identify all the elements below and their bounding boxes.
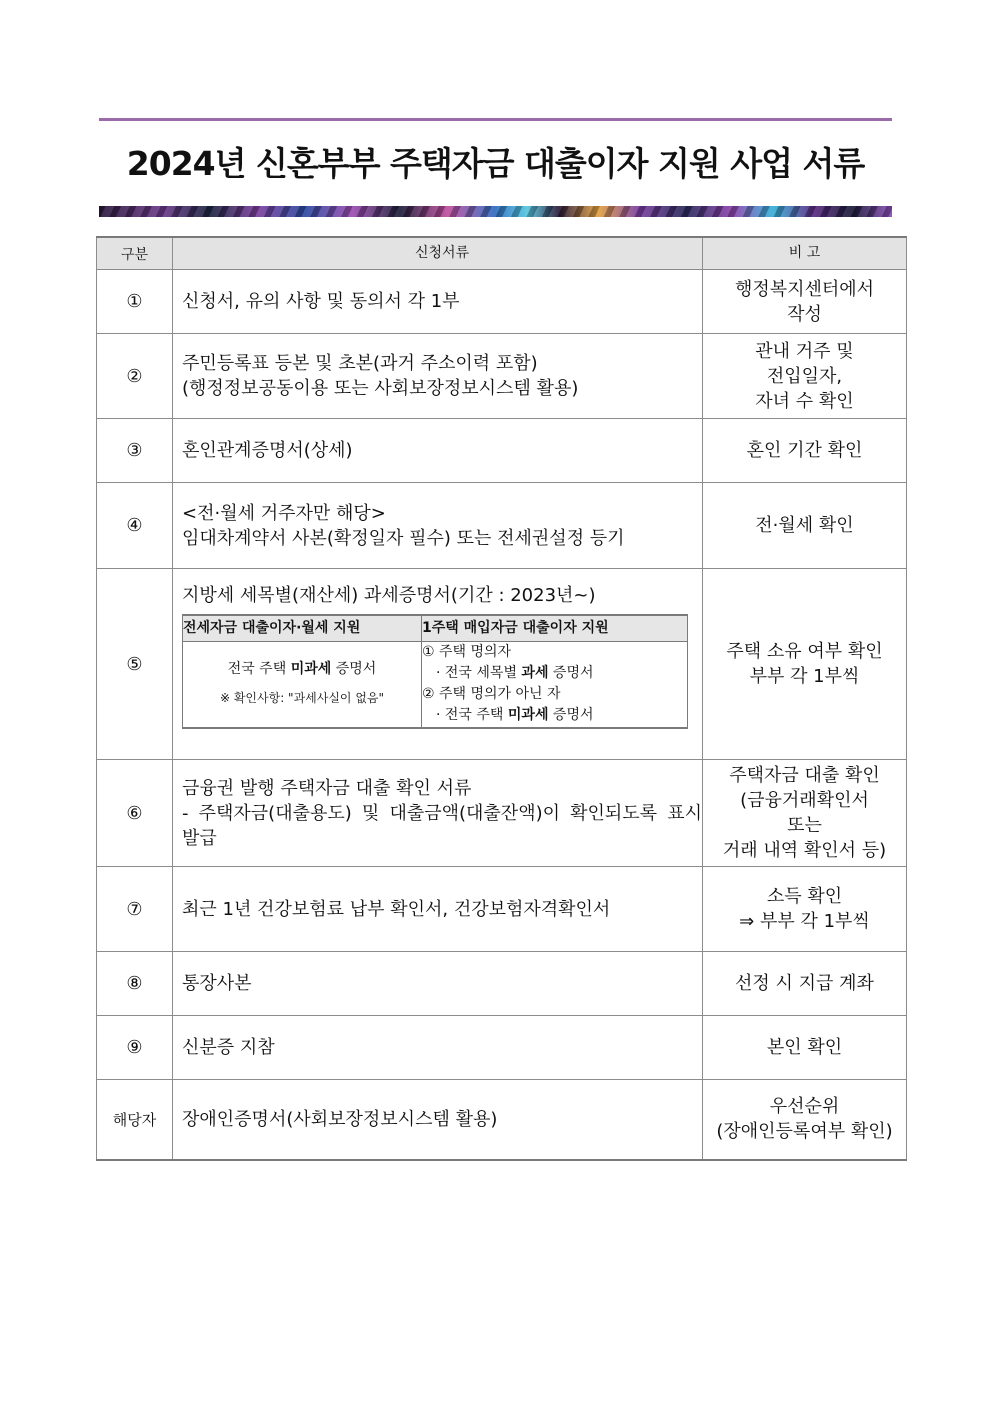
subtable-purchase-content — [422, 642, 688, 728]
table-row — [97, 952, 907, 1016]
document-line: 혼인관계증명서(상세) — [182, 440, 353, 461]
document-requirements-table — [96, 236, 907, 1161]
row-notes — [703, 483, 907, 569]
row-documents — [173, 270, 703, 334]
note-line: 자녀 수 확인 — [755, 390, 854, 412]
subtable-jeonse-content — [183, 642, 422, 728]
table-row — [97, 569, 907, 760]
document-line: 지방세 세목별(재산세) 과세증명서(기간 : 2023년~) — [182, 585, 596, 606]
note-line: 혼인 기간 확인 — [746, 440, 863, 461]
document-line: <전·월세 거주자만 해당> — [182, 502, 386, 524]
note-line: 전입일자, — [766, 365, 843, 387]
document-line: - 주택자금(대출용도) 및 대출금액(대출잔액)이 확인되도록 표시 발급 — [182, 802, 702, 849]
note-line: 작성 — [787, 303, 822, 325]
table-row — [97, 483, 907, 569]
decorative-banner — [99, 206, 892, 217]
note-line: 부부 각 1부씩 — [749, 666, 860, 687]
subtable-body-row — [183, 642, 688, 728]
table-row — [97, 760, 907, 867]
row-notes — [703, 1016, 907, 1080]
page-title: 2024년 신혼부부 주택자금 대출이자 지원 사업 서류 — [126, 144, 865, 183]
note-line: 소득 확인 — [766, 886, 843, 907]
row-documents — [173, 760, 703, 867]
note-line: 전·월세 확인 — [755, 515, 854, 536]
document-line: 신청서, 유의 사항 및 동의서 각 1부 — [182, 291, 460, 312]
subtable-header-jeonse: 전세자금 대출이자·월세 지원 — [183, 615, 422, 642]
row-number: ⑨ — [97, 1016, 173, 1080]
row-notes — [703, 569, 907, 760]
note-line: 또는 — [787, 815, 822, 836]
row-documents — [173, 867, 703, 952]
note-line: 거래 내역 확인서 등) — [722, 840, 887, 861]
note-line: 본인 확인 — [766, 1037, 843, 1058]
row-number: ④ — [97, 483, 173, 569]
document-line: 임대차계약서 사본(확정일자 필수) 또는 전세권설정 등기 — [182, 527, 625, 549]
document-line: (행정정보공동이용 또는 사회보장정보시스템 활용) — [182, 378, 579, 399]
document-line: 최근 1년 건강보험료 납부 확인서, 건강보험자격확인서 — [182, 898, 611, 920]
header-documents: 신청서류 — [173, 237, 703, 270]
row-notes — [703, 760, 907, 867]
row-notes — [703, 1080, 907, 1160]
row-notes — [703, 952, 907, 1016]
row-number: ⑥ — [97, 760, 173, 867]
document-line: 신분증 지참 — [182, 1037, 275, 1058]
document-line: 금융권 발행 주택자금 대출 확인 서류 — [182, 777, 472, 799]
row-number: 해당자 — [97, 1080, 173, 1160]
row-notes — [703, 419, 907, 483]
row-number: ⑤ — [97, 569, 173, 760]
table-row — [97, 1080, 907, 1160]
note-line: 주택 소유 여부 확인 — [726, 641, 883, 662]
confirmation-note: ※ 확인사항: "과세사실이 없음" — [219, 691, 385, 706]
note-line: (장애인등록여부 확인) — [716, 1121, 893, 1143]
note-line: 행정복지센터에서 — [734, 278, 875, 300]
non-tax-certificate-text: 전국 주택 미과세 증명서 — [227, 661, 377, 678]
header-notes: 비 고 — [703, 237, 907, 270]
row-number: ③ — [97, 419, 173, 483]
note-line: 우선순위 — [769, 1096, 840, 1118]
note-line: 관내 거주 및 — [755, 340, 854, 362]
row-notes — [703, 867, 907, 952]
title-top-rule — [99, 118, 892, 121]
table-header-row — [97, 237, 907, 270]
header-category: 구분 — [97, 237, 173, 270]
table-row — [97, 1016, 907, 1080]
row-number: ⑦ — [97, 867, 173, 952]
row-documents — [173, 334, 703, 419]
document-line: 주민등록표 등본 및 초본(과거 주소이력 포함) — [182, 353, 538, 374]
row-documents — [173, 1080, 703, 1160]
row-notes — [703, 270, 907, 334]
purchase-line: · 전국 주택 미과세 증명서 — [436, 707, 594, 724]
note-line: 선정 시 지급 계좌 — [735, 973, 874, 994]
subtable-header-row — [183, 615, 688, 642]
row-documents — [173, 952, 703, 1016]
document-line: 장애인증명서(사회보장정보시스템 활용) — [182, 1108, 498, 1130]
purchase-line: ① 주택 명의자 — [422, 644, 512, 661]
row-documents — [173, 569, 703, 760]
subtable-header-purchase: 1주택 매입자금 대출이자 지원 — [422, 615, 688, 642]
table-row — [97, 270, 907, 334]
row-notes — [703, 334, 907, 419]
table-row — [97, 334, 907, 419]
purchase-line: ② 주택 명의가 아닌 자 — [422, 686, 561, 703]
note-line: (금융거래확인서 — [740, 790, 869, 811]
row-number: ① — [97, 270, 173, 334]
table-row — [97, 867, 907, 952]
purchase-line: · 전국 세목별 과세 증명서 — [436, 665, 594, 682]
row-documents — [173, 483, 703, 569]
note-line: ⇒ 부부 각 1부씩 — [739, 911, 870, 932]
row-number: ② — [97, 334, 173, 419]
document-line: 통장사본 — [182, 973, 252, 994]
note-line: 주택자금 대출 확인 — [729, 765, 880, 786]
row-documents — [173, 419, 703, 483]
row-documents — [173, 1016, 703, 1080]
tax-certificate-subtable — [182, 614, 688, 729]
table-row — [97, 419, 907, 483]
row-number: ⑧ — [97, 952, 173, 1016]
